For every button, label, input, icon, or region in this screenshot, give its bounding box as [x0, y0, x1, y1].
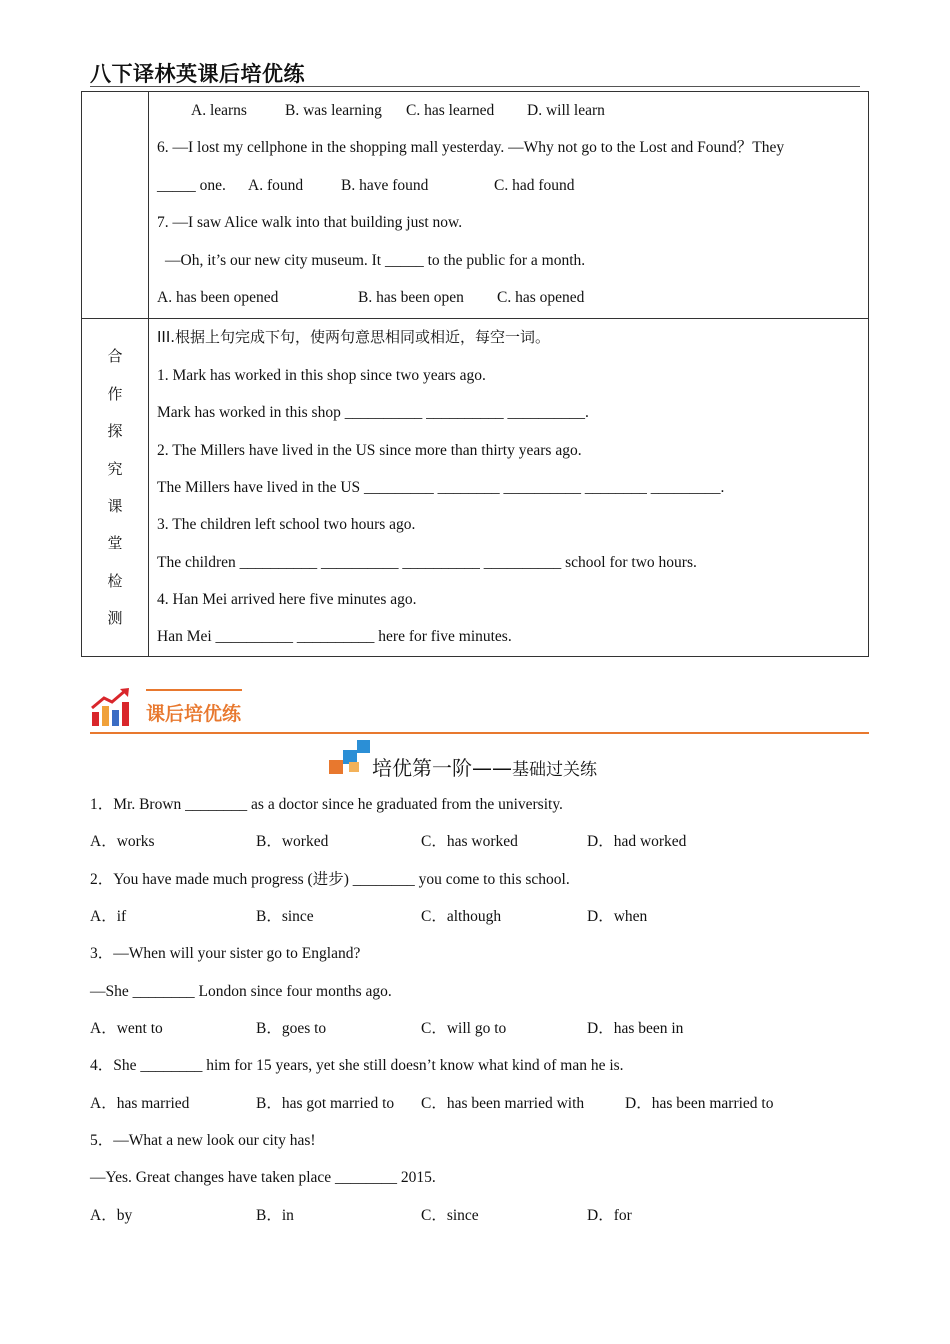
option: A．has married	[90, 1095, 190, 1112]
option: B．worked	[256, 833, 329, 850]
label-char: 课	[107, 496, 123, 515]
instruction-line: III.根据上句完成下句，使两句意思相同或相近，每空一词。	[157, 328, 551, 347]
label-char: 探	[107, 422, 123, 441]
section-topline	[146, 689, 242, 691]
table-row	[82, 319, 869, 657]
option: B. has been open	[358, 288, 464, 306]
option: D．when	[587, 908, 648, 925]
option: C. had found	[494, 176, 575, 194]
question-line: 4. Han Mei arrived here five minutes ago.	[157, 591, 417, 609]
question-line: 1. Mark has worked in this shop since two years ago.	[157, 366, 486, 384]
option: C．has been married with	[421, 1095, 585, 1112]
question-line: 3. The children left school two hours ago.	[157, 516, 416, 534]
question-line: 7. —I saw Alice walk into that building just now.	[157, 214, 463, 232]
option: A. found	[248, 176, 304, 194]
q7-options-line	[149, 279, 868, 316]
content-cell	[149, 319, 869, 657]
option: A．works	[90, 833, 155, 850]
option: D．had worked	[587, 833, 687, 850]
option: B. was learning	[285, 102, 382, 119]
option: C．although	[421, 908, 502, 925]
subtitle-main: 培优第一阶——	[372, 756, 512, 780]
subsection-title	[372, 752, 597, 781]
question-stem: 1．Mr. Brown ________ as a doctor since he graduated from the university.	[90, 796, 563, 813]
answer-line: Han Mei __________ __________ here for five minutes.	[157, 628, 512, 646]
option: C．will go to	[421, 1020, 507, 1037]
question-line: 6. —I lost my cellphone in the shopping mall yesterday. —Why not go to the Lost and Found？They	[157, 139, 785, 157]
answer-line: The Millers have lived in the US _________ ________ __________ ________ _________.	[157, 478, 725, 496]
header-divider	[90, 86, 860, 87]
vertical-label	[82, 319, 148, 637]
answer-line: The children __________ __________ __________ __________ school for two hours.	[157, 553, 697, 571]
label-char: 测	[107, 609, 123, 628]
question-stem: 4．She ________ him for 15 years, yet she still doesn’t know what kind of man he is.	[90, 1057, 624, 1074]
option: B．in	[256, 1207, 294, 1224]
option: A．went to	[90, 1020, 163, 1037]
option: C. has opened	[497, 288, 585, 306]
option: C. has learned	[406, 102, 495, 119]
section-label: 课后培优练	[146, 703, 242, 725]
option: B．since	[256, 908, 314, 925]
question-stem: 2．You have made much progress (进步) ________ you come to this school.	[90, 871, 570, 888]
option: B. have found	[341, 176, 429, 194]
option: D．has been married to	[625, 1095, 774, 1112]
answer-line: Mark has worked in this shop __________ __________ __________.	[157, 404, 589, 422]
option: C．since	[421, 1207, 479, 1224]
question-stem: —She ________ London since four months ago.	[90, 983, 392, 1000]
option: A．if	[90, 908, 127, 925]
label-char: 堂	[107, 534, 123, 553]
option: C．has worked	[421, 833, 518, 850]
option: A. learns	[191, 102, 247, 119]
table-row	[82, 92, 869, 319]
page-header-title: 八下译林英课后培优练	[90, 62, 305, 86]
option: D．has been in	[587, 1020, 684, 1037]
blank-text: _____ one.	[157, 176, 226, 194]
option: B．goes to	[256, 1020, 327, 1037]
exercise-table	[81, 91, 869, 657]
content-cell	[149, 92, 869, 319]
option: B．has got married to	[256, 1095, 395, 1112]
question-stem: 5．—What a new look our city has!	[90, 1132, 316, 1149]
option: D. will learn	[527, 102, 605, 119]
option: D．for	[587, 1207, 632, 1224]
label-char: 合	[107, 347, 123, 366]
label-char: 究	[107, 459, 123, 478]
side-cell-empty	[82, 92, 149, 319]
steps-icon	[329, 740, 371, 774]
label-char: 作	[107, 384, 123, 403]
option: A. has been opened	[157, 288, 279, 306]
q5-options-line	[149, 92, 868, 129]
question-line: 2. The Millers have lived in the US since more than thirty years ago.	[157, 441, 582, 459]
q6-options-line	[149, 167, 868, 204]
label-char: 检	[107, 571, 123, 590]
section-divider	[90, 732, 869, 734]
question-stem: —Yes. Great changes have taken place ________ 2015.	[90, 1169, 436, 1186]
subtitle-small: 基础过关练	[512, 760, 597, 780]
option: A．by	[90, 1207, 133, 1224]
question-line: —Oh, it’s our new city museum. It _____ to the public for a month.	[165, 251, 586, 269]
question-stem: 3．—When will your sister go to England?	[90, 945, 361, 962]
side-cell-label	[82, 319, 149, 657]
growth-chart-icon	[90, 686, 132, 728]
